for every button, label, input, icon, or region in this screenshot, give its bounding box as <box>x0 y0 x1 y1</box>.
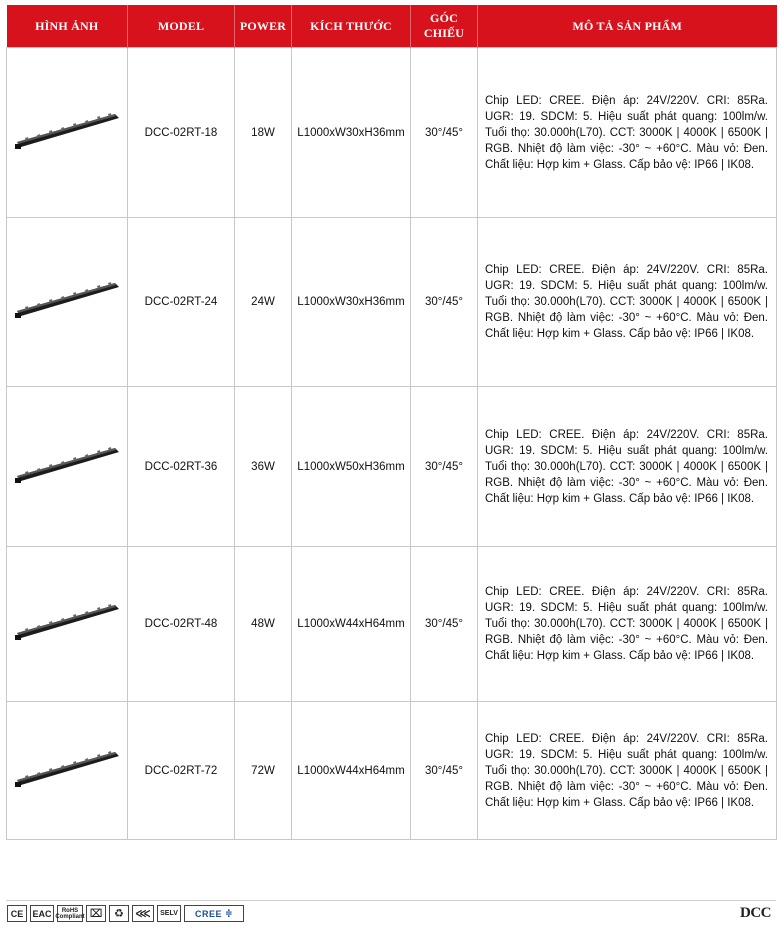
description-cell: Chip LED: CREE. Điện áp: 24V/220V. CRI: 85Ra. UGR: 19. SDCM: 5. Hiệu suất phát quang: 100lm/w. Tuổi thọ: 30.000h(L70). CCT: 3000K | 4000K | 6500K | RGB. Nhiệt độ làm việc: -30° ~ +60°C. Màu vỏ: Đen. Chất liệu: Hợp kim + Glass. Cấp bảo vệ: IP66 | IK08. <box>478 702 777 840</box>
rohs-mark-icon: RoHS Compliant <box>57 905 83 922</box>
linear-lamp-image <box>15 111 121 151</box>
table-row <box>7 48 777 218</box>
angle-cell: 30°/45° <box>411 218 478 387</box>
description-cell: Chip LED: CREE. Điện áp: 24V/220V. CRI: 85Ra. UGR: 19. SDCM: 5. Hiệu suất phát quang: 100lm/w. Tuổi thọ: 30.000h(L70). CCT: 3000K | 4000K | 6500K | RGB. Nhiệt độ làm việc: -30° ~ +60°C. Màu vỏ: Đen. Chất liệu: Hợp kim + Glass. Cấp bảo vệ: IP66 | IK08. <box>478 547 777 702</box>
brand-logo: DCC <box>740 905 771 921</box>
product-image <box>7 547 128 702</box>
header-size: KÍCH THƯỚC <box>292 5 411 48</box>
product-image <box>7 218 128 387</box>
header-power: POWER <box>235 5 292 48</box>
description-cell: Chip LED: CREE. Điện áp: 24V/220V. CRI: 85Ra. UGR: 19. SDCM: 5. Hiệu suất phát quang: 100lm/w. Tuổi thọ: 30.000h(L70). CCT: 3000K | 4000K | 6500K | RGB. Nhiệt độ làm việc: -30° ~ +60°C. Màu vỏ: Đen. Chất liệu: Hợp kim + Glass. Cấp bảo vệ: IP66 | IK08. <box>478 387 777 547</box>
description-cell: Chip LED: CREE. Điện áp: 24V/220V. CRI: 85Ra. UGR: 19. SDCM: 5. Hiệu suất phát quang: 100lm/w. Tuổi thọ: 30.000h(L70). CCT: 3000K | 4000K | 6500K | RGB. Nhiệt độ làm việc: -30° ~ +60°C. Màu vỏ: Đen. Chất liệu: Hợp kim + Glass. Cấp bảo vệ: IP66 | IK08. <box>478 48 777 218</box>
size-cell: L1000xW44xH64mm <box>292 547 411 702</box>
table-row <box>7 702 777 840</box>
power-cell: 24W <box>235 218 292 387</box>
ce-mark-icon: CE <box>7 905 27 922</box>
linear-lamp-image <box>15 445 121 485</box>
linear-lamp-image <box>15 749 121 789</box>
product-image <box>7 48 128 218</box>
model-cell: DCC-02RT-72 <box>128 702 235 840</box>
power-cell: 72W <box>235 702 292 840</box>
model-cell: DCC-02RT-36 <box>128 387 235 547</box>
footer-divider <box>6 900 776 901</box>
recycle-icon: ♻ <box>109 905 129 922</box>
product-spec-table <box>6 5 777 840</box>
table-row <box>7 547 777 702</box>
power-cell: 36W <box>235 387 292 547</box>
size-cell: L1000xW50xH36mm <box>292 387 411 547</box>
table-row <box>7 387 777 547</box>
header-image: HÌNH ẢNH <box>7 5 128 48</box>
product-image <box>7 702 128 840</box>
table-row <box>7 218 777 387</box>
header-description: MÔ TẢ SẢN PHẨM <box>478 5 777 48</box>
table-header-row <box>7 5 777 48</box>
cree-logo: CREE ≑ <box>184 905 244 922</box>
model-cell: DCC-02RT-18 <box>128 48 235 218</box>
model-cell: DCC-02RT-24 <box>128 218 235 387</box>
model-cell: DCC-02RT-48 <box>128 547 235 702</box>
power-cell: 18W <box>235 48 292 218</box>
angle-cell: 30°/45° <box>411 547 478 702</box>
energy-mark-icon: ⋘ <box>132 905 154 922</box>
angle-cell: 30°/45° <box>411 387 478 547</box>
angle-cell: 30°/45° <box>411 48 478 218</box>
description-cell: Chip LED: CREE. Điện áp: 24V/220V. CRI: 85Ra. UGR: 19. SDCM: 5. Hiệu suất phát quang: 100lm/w. Tuổi thọ: 30.000h(L70). CCT: 3000K | 4000K | 6500K | RGB. Nhiệt độ làm việc: -30° ~ +60°C. Màu vỏ: Đen. Chất liệu: Hợp kim + Glass. Cấp bảo vệ: IP66 | IK08. <box>478 218 777 387</box>
size-cell: L1000xW44xH64mm <box>292 702 411 840</box>
power-cell: 48W <box>235 547 292 702</box>
angle-cell: 30°/45° <box>411 702 478 840</box>
header-model: MODEL <box>128 5 235 48</box>
size-cell: L1000xW30xH36mm <box>292 48 411 218</box>
weee-bin-icon: ⌧ <box>86 905 106 922</box>
certification-marks <box>7 905 244 923</box>
size-cell: L1000xW30xH36mm <box>292 218 411 387</box>
selv-mark-icon: SELV <box>157 905 181 922</box>
product-image <box>7 387 128 547</box>
linear-lamp-image <box>15 602 121 642</box>
header-angle: GÓC CHIẾU <box>411 5 478 48</box>
linear-lamp-image <box>15 280 121 320</box>
eac-mark-icon: EAC <box>30 905 54 922</box>
